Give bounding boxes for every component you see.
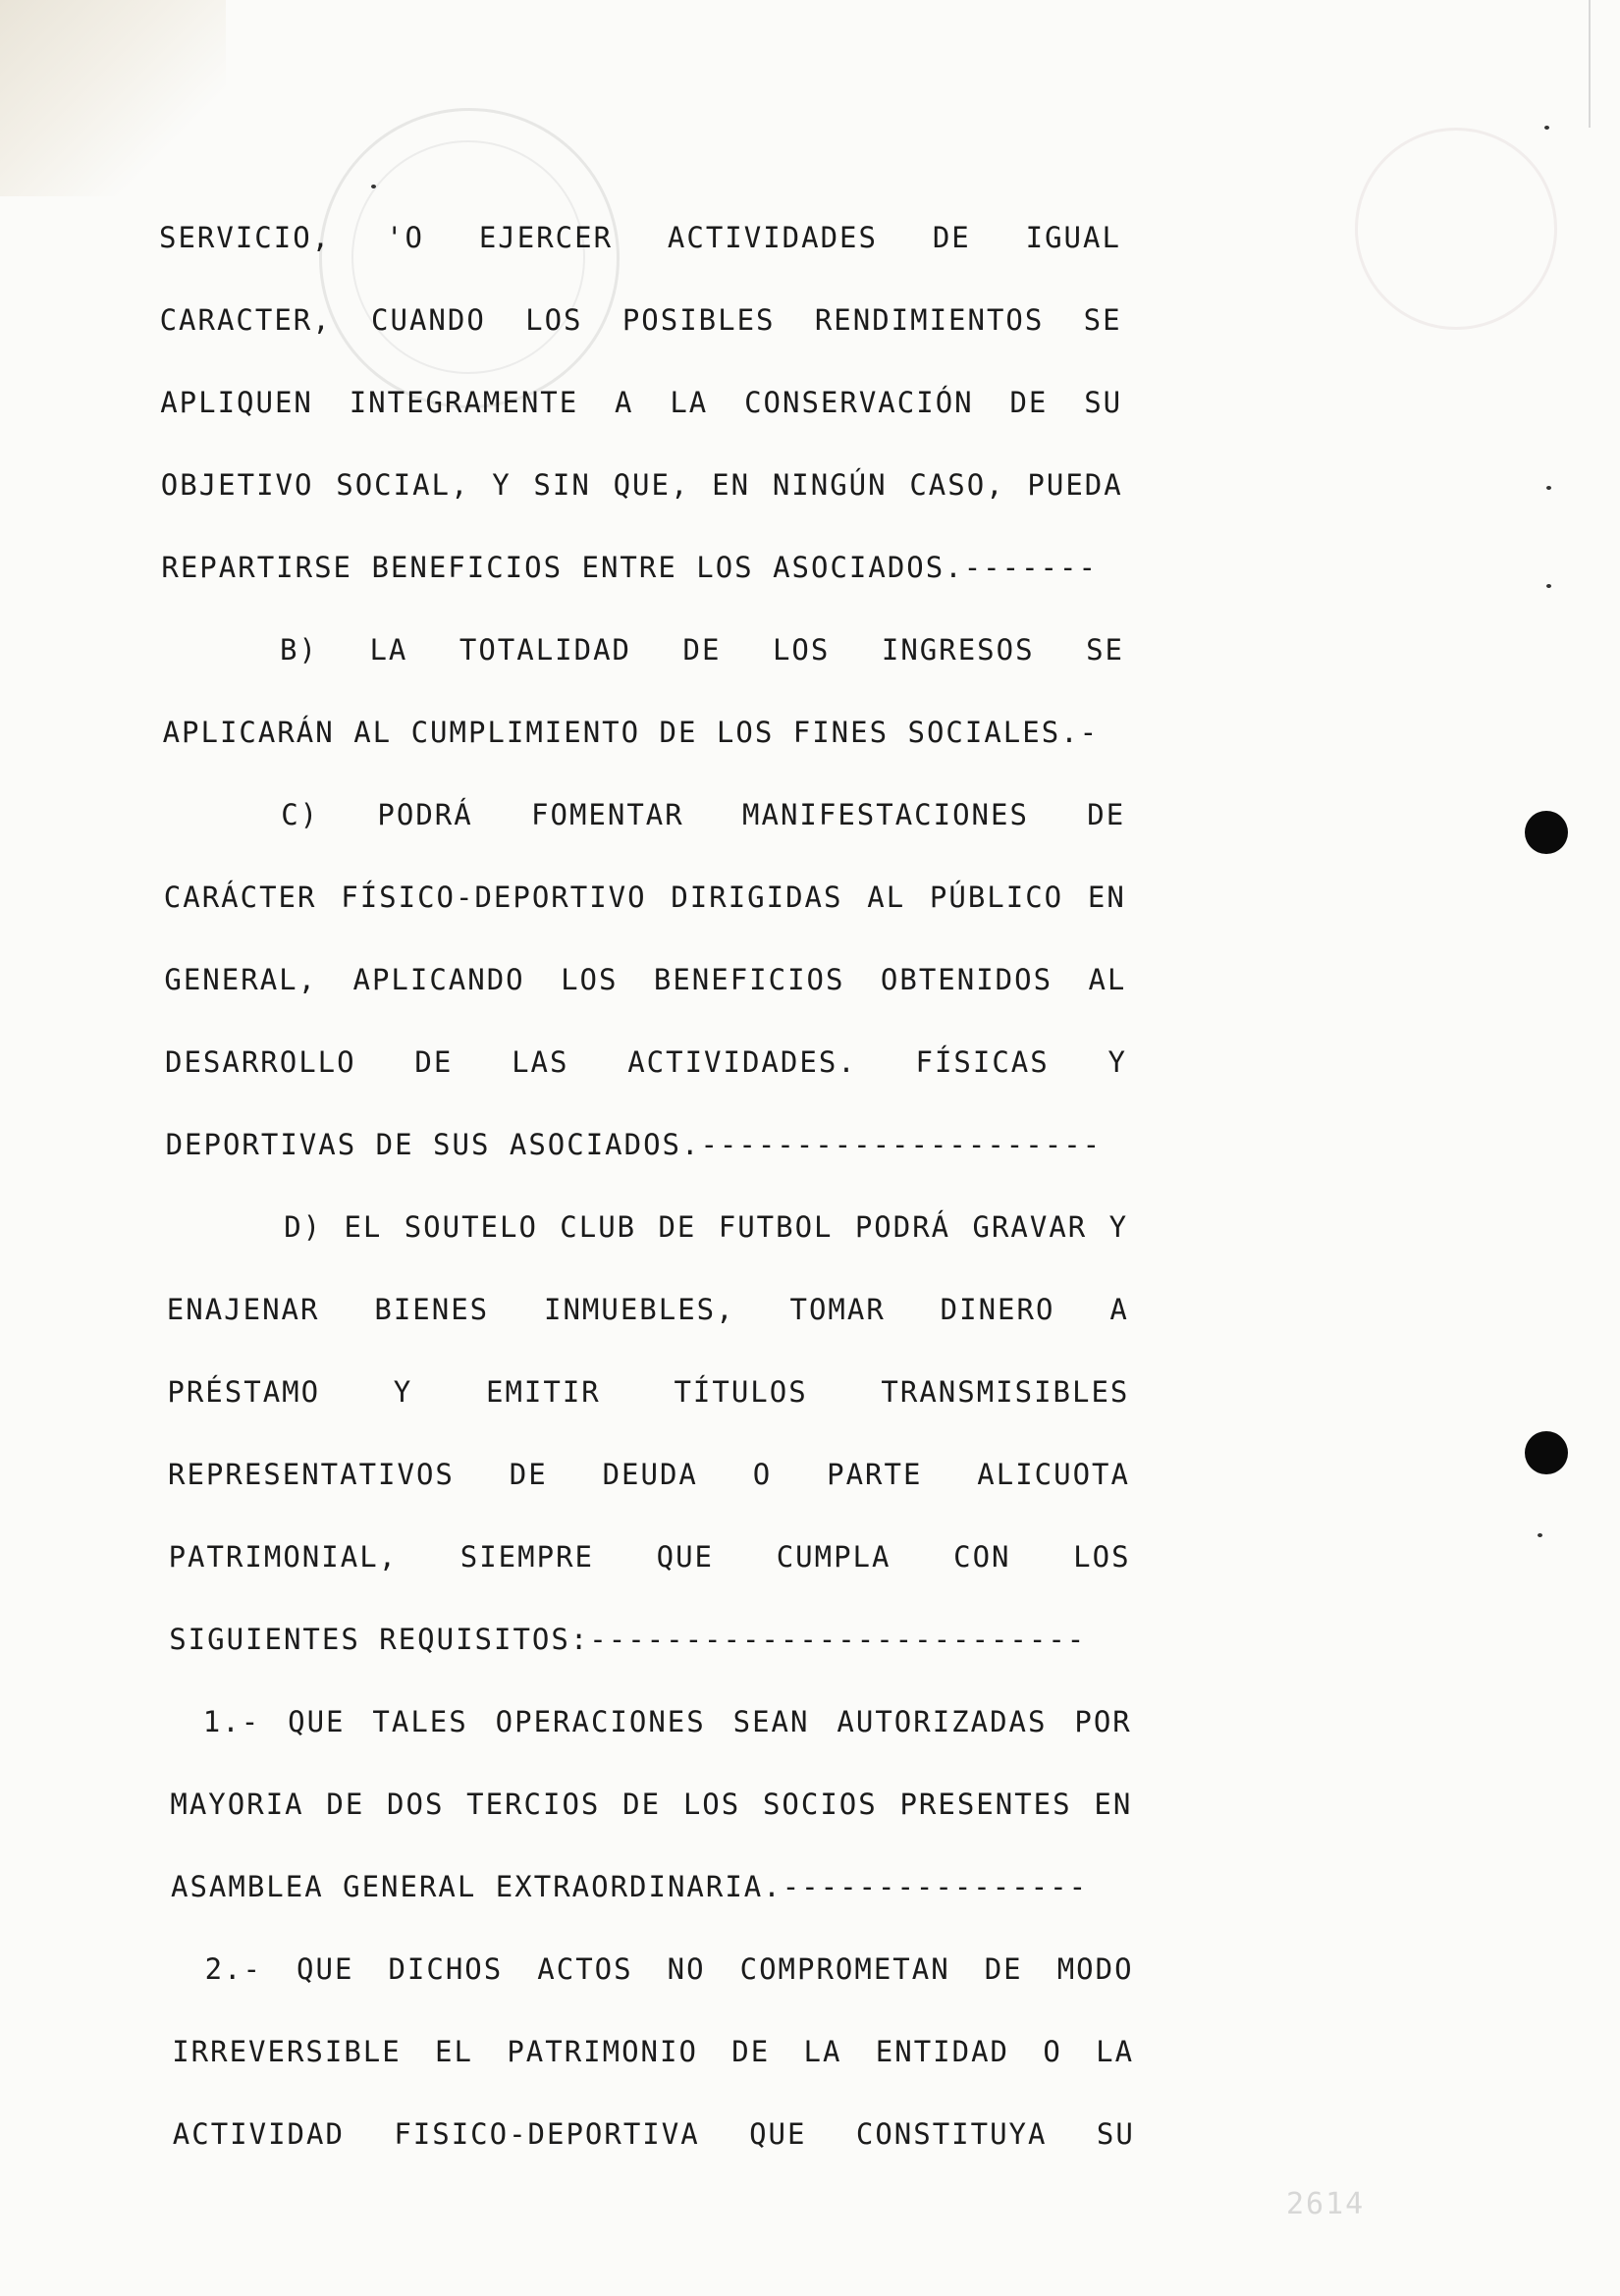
word: TOTALIDAD — [459, 633, 632, 667]
text-line — [0, 1537, 1620, 1576]
text-line — [0, 1949, 1620, 1989]
word: DIRIGIDAS — [671, 881, 843, 914]
word: CLUB — [560, 1210, 637, 1244]
word: DE — [731, 2035, 771, 2068]
word: APLIQUEN — [160, 386, 313, 419]
word: DE — [1087, 798, 1126, 831]
word: A — [1109, 1293, 1129, 1326]
text-line — [0, 878, 1620, 917]
word: SOCIAL, — [336, 468, 470, 502]
ink-speck — [371, 185, 376, 188]
word: CARACTER, — [159, 303, 332, 337]
word: DINERO — [940, 1293, 1055, 1326]
line-text: REPARTIRSE BENEFICIOS ENTRE LOS ASOCIADOS.------- — [161, 551, 1098, 584]
word: LA — [1096, 2035, 1135, 2068]
page-corner-fold — [0, 0, 226, 196]
ink-speck — [1544, 126, 1549, 130]
word: 2.- — [204, 1952, 262, 1986]
text-line — [0, 1042, 1620, 1082]
word: EMITIR — [485, 1375, 601, 1409]
word: EJERCER — [478, 221, 614, 254]
word: QUE — [749, 2117, 807, 2151]
word: SEAN — [732, 1705, 810, 1738]
line-text: APLICARÁN AL CUMPLIMIENTO DE LOS FINES SOCIALES.- — [162, 716, 1100, 749]
word: LOS — [772, 633, 831, 667]
word: AUTORIZADAS — [837, 1705, 1048, 1738]
text-line — [0, 2114, 1620, 2154]
word: DESARROLLO — [165, 1045, 356, 1079]
word: LA — [803, 2035, 842, 2068]
text-line — [0, 2032, 1620, 2071]
ghost-page-number: 2614 — [1286, 2187, 1366, 2221]
word: CONSERVACIÓN — [744, 386, 974, 419]
word: DOS — [387, 1788, 445, 1821]
word: O — [1043, 2035, 1062, 2068]
text-line — [0, 1785, 1620, 1824]
word: POSIBLES — [621, 303, 776, 337]
word: SOUTELO — [404, 1210, 538, 1244]
word: O — [752, 1458, 773, 1491]
word: APLICANDO — [352, 963, 525, 996]
word: IRREVERSIBLE — [172, 2035, 402, 2068]
word: GRAVAR — [972, 1210, 1088, 1244]
text-line — [0, 960, 1620, 999]
word: CUMPLA — [776, 1540, 891, 1574]
page-edge-line — [1589, 0, 1591, 128]
text-line — [0, 713, 1620, 752]
word: CONSTITUYA — [855, 2117, 1048, 2151]
word: INGRESOS — [881, 633, 1035, 667]
word: DE — [984, 1952, 1023, 1986]
word: B) — [280, 633, 318, 667]
text-line — [0, 465, 1620, 505]
word: DE — [932, 221, 971, 254]
word: PÚBLICO — [929, 881, 1064, 914]
text-line — [0, 630, 1620, 669]
word: DE — [414, 1045, 454, 1079]
word: INTEGRAMENTE — [349, 386, 579, 419]
word: LAS — [512, 1045, 569, 1079]
word: SU — [1096, 2117, 1135, 2151]
word: QUE, — [613, 468, 690, 502]
text-line — [0, 1455, 1620, 1494]
word: LOS — [525, 303, 583, 337]
word: CON — [953, 1540, 1011, 1574]
word: FÍSICO-DEPORTIVO — [341, 881, 647, 914]
word: TERCIOS — [466, 1788, 601, 1821]
text-line — [0, 1867, 1620, 1906]
word: PARTE — [827, 1458, 923, 1491]
word: POR — [1074, 1705, 1132, 1738]
word: NO — [667, 1952, 706, 1986]
line-text: DEPORTIVAS DE SUS ASOCIADOS.--------------------- — [165, 1128, 1103, 1161]
line-text: SIGUIENTES REQUISITOS:-------------------------- — [169, 1623, 1087, 1656]
word: QUE — [288, 1705, 346, 1738]
text-line — [0, 795, 1620, 834]
word: D) — [284, 1210, 323, 1244]
text-line — [0, 1125, 1620, 1164]
word: TOMAR — [789, 1293, 886, 1326]
word: LA — [369, 633, 408, 667]
word: DE — [658, 1210, 697, 1244]
word: QUE — [656, 1540, 715, 1574]
word: Y — [1107, 1045, 1127, 1079]
text-line — [0, 1290, 1620, 1329]
text-line — [0, 218, 1620, 257]
word: C) — [281, 798, 320, 831]
word: ACTOS — [537, 1952, 633, 1986]
word: DEUDA — [602, 1458, 698, 1491]
word: ACTIVIDAD — [172, 2117, 345, 2151]
word: SE — [1083, 303, 1122, 337]
word: DE — [1009, 386, 1049, 419]
word: AL — [1088, 963, 1127, 996]
word: COMPROMETAN — [739, 1952, 950, 1986]
word: REPRESENTATIVOS — [168, 1458, 455, 1491]
word: TALES — [372, 1705, 468, 1738]
word: 1.- — [202, 1705, 261, 1738]
word: DE — [509, 1458, 548, 1491]
word: DE — [622, 1788, 662, 1821]
word: 'O — [386, 221, 424, 254]
text-line — [0, 1372, 1620, 1412]
word: DE — [682, 633, 722, 667]
word: LA — [670, 386, 709, 419]
word: Y — [1108, 1210, 1129, 1244]
word: OPERACIONES — [495, 1705, 706, 1738]
word: PATRIMONIAL, — [168, 1540, 399, 1574]
word: Y — [393, 1375, 413, 1409]
word: ENTIDAD — [875, 2035, 1010, 2068]
text-line — [0, 1702, 1620, 1741]
word: DE — [326, 1788, 365, 1821]
word: PODRÁ — [854, 1210, 951, 1244]
word: MANIFESTACIONES — [742, 798, 1029, 831]
word: OBTENIDOS — [880, 963, 1053, 996]
word: SERVICIO, — [159, 221, 332, 254]
word: ACTIVIDADES. — [627, 1045, 857, 1079]
word: DICHOS — [388, 1952, 504, 1986]
word: FÍSICAS — [915, 1045, 1050, 1079]
word: EL — [344, 1210, 383, 1244]
line-text: ASAMBLEA GENERAL EXTRAORDINARIA.---------------- — [171, 1870, 1089, 1903]
text-line — [0, 1207, 1620, 1247]
word: CUANDO — [371, 303, 486, 337]
word: QUE — [297, 1952, 354, 1986]
word: SIEMPRE — [459, 1540, 594, 1574]
word: SIN — [533, 468, 591, 502]
word: FISICO-DEPORTIVA — [394, 2117, 700, 2151]
text-line — [0, 548, 1620, 587]
word: SU — [1084, 386, 1123, 419]
word: ACTIVIDADES — [667, 221, 878, 254]
word: TÍTULOS — [674, 1375, 808, 1409]
word: FOMENTAR — [531, 798, 684, 831]
word: CARÁCTER — [163, 881, 317, 914]
word: TRANSMISIBLES — [881, 1375, 1130, 1409]
word: PUEDA — [1027, 468, 1123, 502]
word: BIENES — [374, 1293, 490, 1326]
word: PODRÁ — [377, 798, 473, 831]
word: IGUAL — [1025, 221, 1121, 254]
word: GENERAL, — [164, 963, 318, 996]
word: BENEFICIOS — [653, 963, 845, 996]
word: PATRIMONIO — [507, 2035, 698, 2068]
word: PRÉSTAMO — [167, 1375, 321, 1409]
word: SOCIOS — [762, 1788, 878, 1821]
word: RENDIMIENTOS — [814, 303, 1045, 337]
word: EL — [435, 2035, 473, 2068]
word: CASO, — [909, 468, 1005, 502]
word: MODO — [1056, 1952, 1134, 1986]
word: AL — [867, 881, 906, 914]
word: PRESENTES — [899, 1788, 1072, 1821]
word: ENAJENAR — [166, 1293, 320, 1326]
word: SE — [1086, 633, 1124, 667]
text-line — [0, 383, 1620, 422]
word: EN — [1087, 881, 1126, 914]
word: LOS — [561, 963, 619, 996]
word: OBJETIVO — [160, 468, 314, 502]
text-line — [0, 1620, 1620, 1659]
word: INMUEBLES, — [544, 1293, 735, 1326]
word: ALICUOTA — [977, 1458, 1130, 1491]
word: LOS — [682, 1788, 741, 1821]
word: EN — [1094, 1788, 1133, 1821]
word: EN — [712, 468, 751, 502]
word: FUTBOL — [718, 1210, 834, 1244]
word: NINGÚN — [772, 468, 888, 502]
text-line — [0, 300, 1620, 340]
faded-seal — [319, 108, 620, 408]
word: MAYORIA — [170, 1788, 304, 1821]
word: A — [615, 386, 634, 419]
word: LOS — [1073, 1540, 1131, 1574]
word: Y — [492, 468, 512, 502]
